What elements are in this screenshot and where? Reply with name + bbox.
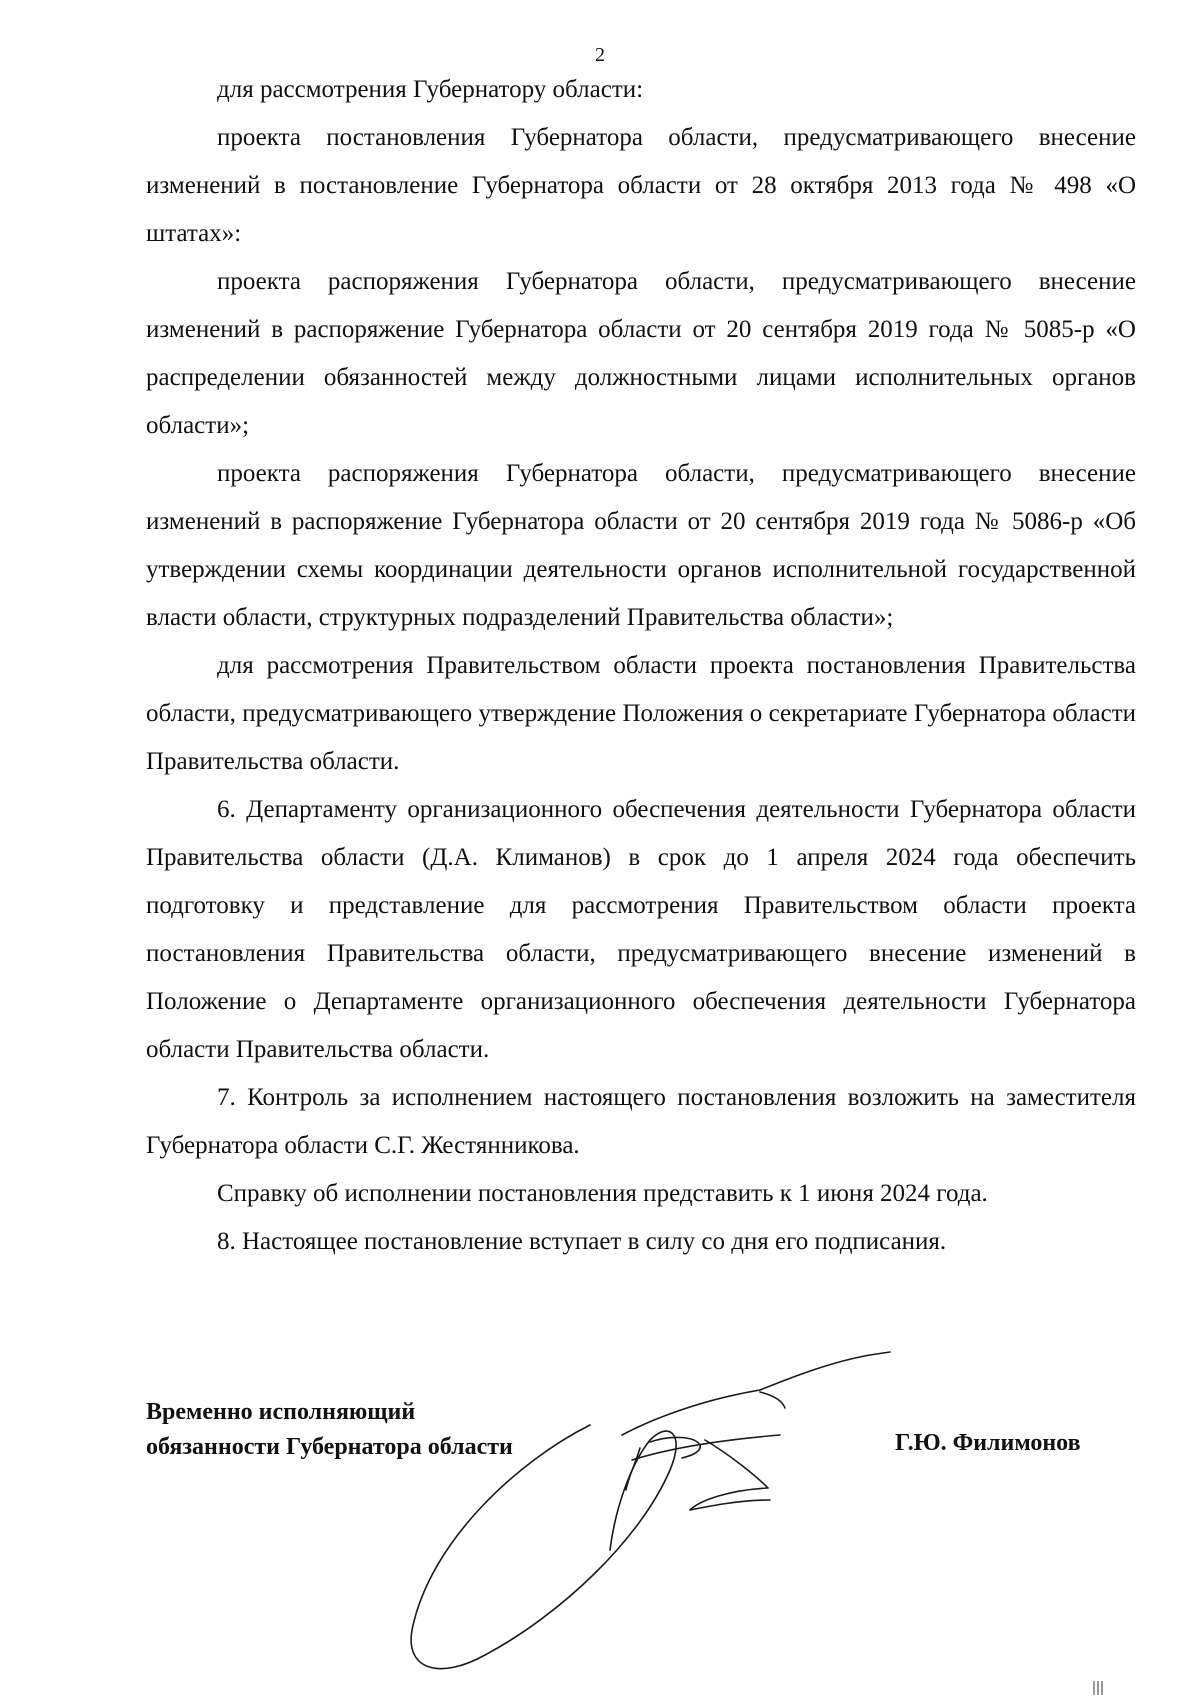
signature-position-line2: обязанности Губернатора области [146, 1434, 513, 1460]
page-number: 2 [595, 44, 605, 66]
paragraph-6: 6. Департаменту организационного обеспечения деятельности Губернатора области Правительства области (Д.А. Климанов) в срок до 1 апреля 2024 года обеспечить подготовку и представление для рассмотрения Правительством области проекта постановления Правительства области, предусматривающего внесение изменений в Положение о Департаменте организационного обеспечения деятельности Губернатора области Правительства области. [146, 796, 1136, 1063]
handwritten-signature [400, 1340, 1000, 1700]
paragraph-5: для рассмотрения Правительством области проекта постановления Правительства области, предусматривающего утверждение Положения о секретариате Губернатора области Правительства области. [146, 652, 1136, 775]
paragraph-2: проекта постановления Губернатора области, предусматривающего внесение изменений в постановление Губернатора области от 28 октября 2013 года № 498 «О штатах»: [146, 124, 1136, 247]
paragraph-3: проекта распоряжения Губернатора области, предусматривающего внесение изменений в распоряжение Губернатора области от 20 сентября 2019 года № 5085-р «О распределении обязанностей между должностными лицами исполнительных органов области»; [146, 268, 1136, 439]
paragraph-1: для рассмотрения Губернатору области: [217, 76, 644, 103]
paragraph-8: Справку об исполнении постановления представить к 1 июня 2024 года. [217, 1180, 988, 1207]
paragraph-9: 8. Настоящее постановление вступает в силу со дня его подписания. [217, 1228, 947, 1255]
paragraph-4: проекта распоряжения Губернатора области, предусматривающего внесение изменений в распоряжение Губернатора области от 20 сентября 2019 года № 5086-р «Об утверждении схемы координации деятельности органов исполнительной государственной власти области, структурных подразделений Правительства области»; [146, 460, 1136, 631]
corner-mark-icon [1090, 1675, 1130, 1695]
signatory-name: Г.Ю. Филимонов [895, 1430, 1081, 1456]
signature-position-line1: Временно исполняющий [146, 1399, 416, 1425]
paragraph-7: 7. Контроль за исполнением настоящего постановления возложить на заместителя Губернатора области С.Г. Жестянникова. [146, 1084, 1136, 1159]
document-body [146, 66, 1136, 1266]
